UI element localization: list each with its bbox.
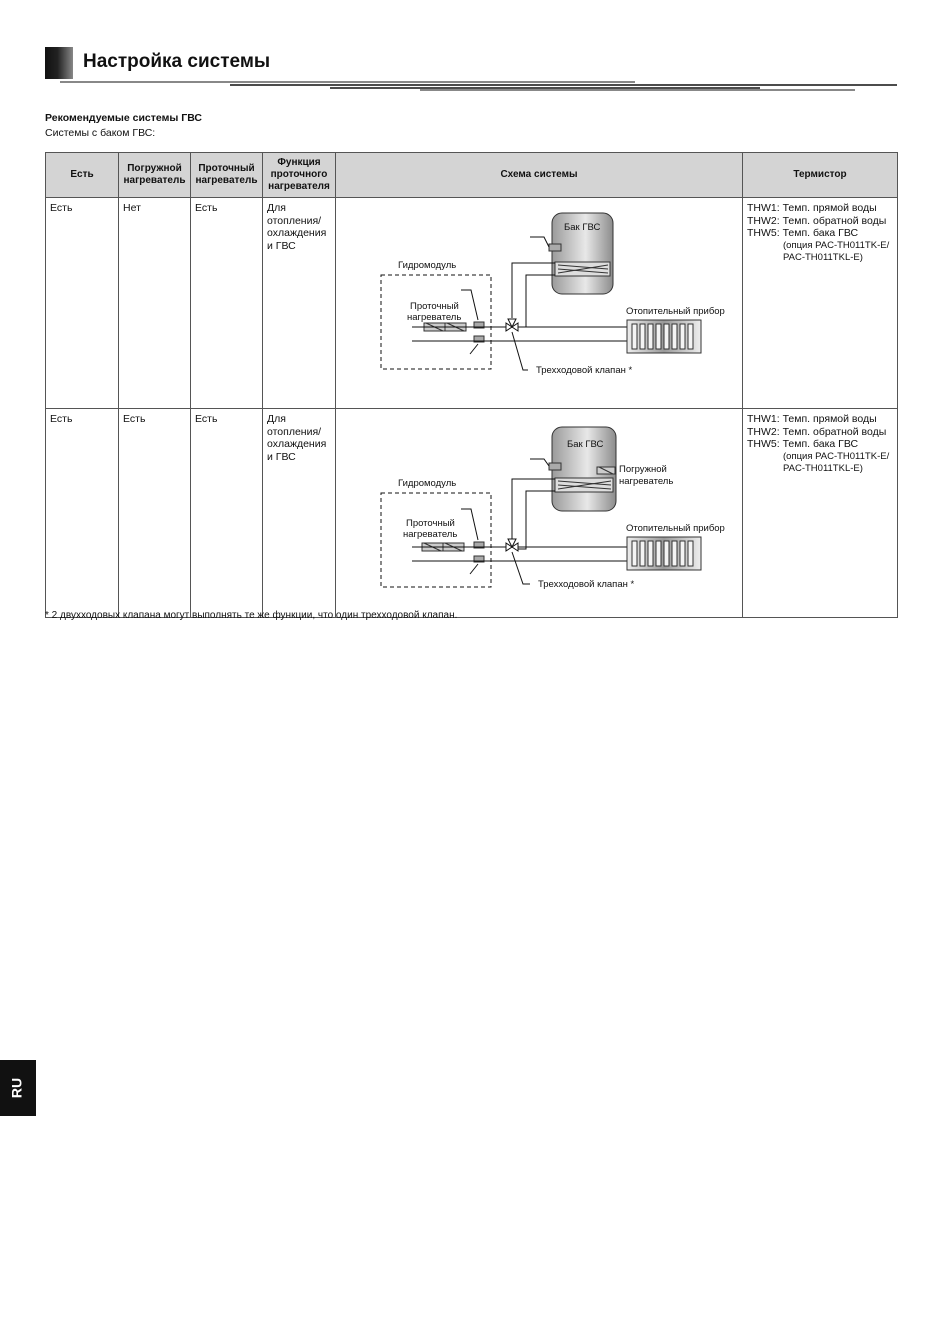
svg-text:RU: RU [8, 1077, 25, 1099]
footnote: * 2 двухходовых клапана могут выполнять те же функции, что один трехходовой клапан. [45, 610, 458, 621]
thermistor-cell [743, 409, 898, 618]
tank-coil [555, 262, 610, 276]
flow-heater-label-2: нагреватель [403, 529, 458, 540]
language-tab-label [0, 1060, 36, 1116]
thermistor-thw2: THW2: Темп. обратной воды [747, 425, 887, 438]
hydromodule-label: Гидромодуль [398, 260, 457, 271]
page-title: Настройка системы [83, 51, 271, 72]
flow-heater-label-1: Проточный [406, 518, 455, 529]
title-rule [60, 78, 900, 92]
immersion-label-2: нагреватель [619, 476, 674, 487]
header-col5: Схема системы [336, 153, 743, 198]
language-tab [0, 1060, 36, 1116]
thermistor-option-2: PAC-TH011TKL-E) [783, 463, 863, 474]
header-col4: Функция проточного нагревателя [263, 153, 336, 198]
valve-label: Трехходовой клапан * [538, 579, 635, 590]
header-col2: Погружной нагреватель [119, 153, 191, 198]
system-diagram [336, 409, 743, 618]
header-col6: Термистор [743, 153, 898, 198]
emitter-label: Отопительный прибор [626, 306, 725, 317]
tank-sensor [549, 244, 561, 251]
table-row [46, 198, 898, 409]
cell-col4: Для отопления/ охлаждения и ГВС [263, 198, 336, 409]
section-heading: Рекомендуемые системы ГВС [45, 112, 202, 124]
section-subheading: Системы с баком ГВС: [45, 127, 156, 139]
three-way-valve [506, 319, 518, 331]
flow-heater-label-2: нагреватель [407, 312, 462, 323]
title-marker [45, 47, 73, 79]
tank-label: Бак ГВС [567, 439, 604, 450]
flow-heater-label-1: Проточный [410, 301, 459, 312]
header-col1: Есть [46, 153, 119, 198]
valve-label: Трехходовой клапан * [536, 365, 633, 376]
thermistor-thw2: THW2: Темп. обратной воды [747, 214, 887, 227]
systems-table [45, 152, 898, 618]
system-diagram [336, 198, 743, 409]
thermistor-thw5: THW5: Темп. бака ГВС [747, 438, 859, 450]
header-col3: Проточный нагреватель [191, 153, 263, 198]
thermistor-option-2: PAC-TH011TKL-E) [783, 252, 863, 263]
thermistor-cell [743, 198, 898, 409]
thermistor-thw1: THW1: Темп. прямой воды [747, 202, 877, 214]
cell-col1: Есть [46, 409, 119, 618]
tank-label: Бак ГВС [564, 222, 601, 233]
thermistor-thw5: THW5: Темп. бака ГВС [747, 227, 859, 239]
cell-col3: Есть [191, 198, 263, 409]
tank-coil [555, 478, 613, 492]
tank-sensor [549, 463, 561, 470]
table-header-row [46, 153, 898, 198]
thermistor-option-1: (опция PAC-TH011TK-E/ [783, 450, 890, 462]
three-way-valve [506, 539, 518, 551]
thermistor-option-1: (опция PAC-TH011TK-E/ [783, 239, 890, 251]
cell-col4: Для отопления/ охлаждения и ГВС [263, 409, 336, 618]
hydromodule-label: Гидромодуль [398, 478, 457, 489]
cell-col1: Есть [46, 198, 119, 409]
emitter-label: Отопительный прибор [626, 523, 725, 534]
immersion-label-1: Погружной [619, 464, 667, 475]
cell-col2: Есть [119, 409, 191, 618]
cell-col3: Есть [191, 409, 263, 618]
thermistor-thw1: THW1: Темп. прямой воды [747, 413, 877, 425]
cell-col2: Нет [119, 198, 191, 409]
table-row [46, 409, 898, 618]
hydromodule-box [381, 493, 491, 587]
